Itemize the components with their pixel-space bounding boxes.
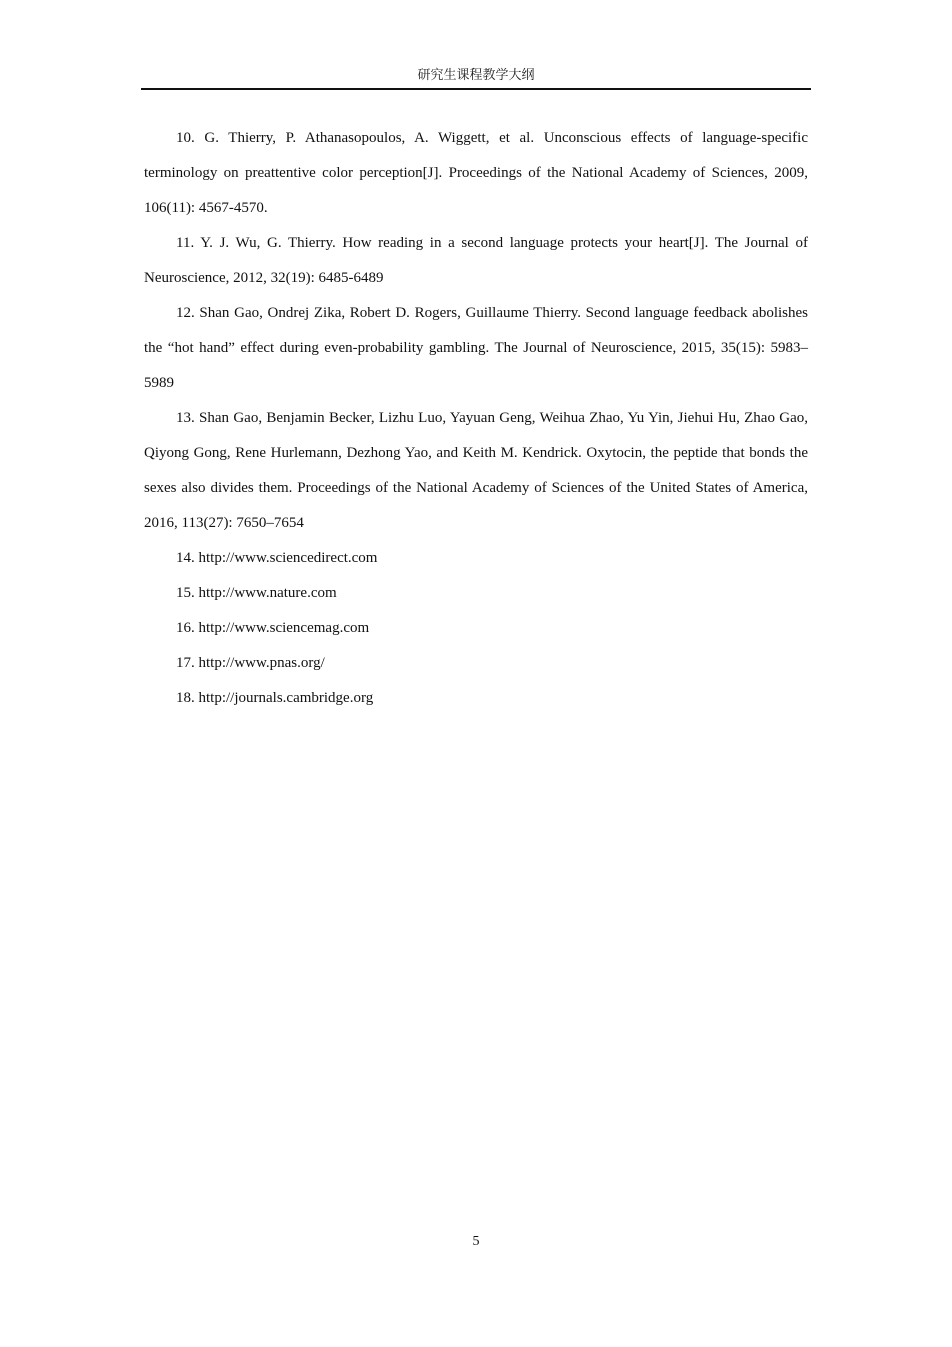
page-number: 5 xyxy=(472,1234,480,1249)
reference-item-14: 14. http://www.sciencedirect.com xyxy=(176,550,378,566)
reference-list xyxy=(144,121,808,716)
reference-item-11: 11. Y. J. Wu, G. Thierry. How reading in a second language protects your heart[J]. The Journal of Neuroscience, 2012, 32(19): 6485-6489 xyxy=(144,235,808,286)
header-divider xyxy=(141,88,811,90)
page-header-title: 研究生课程教学大纲 xyxy=(417,68,535,83)
reference-item-13: 13. Shan Gao, Benjamin Becker, Lizhu Luo, Yayuan Geng, Weihua Zhao, Yu Yin, Jiehui Hu, Zhao Gao, Qiyong Gong, Rene Hurlemann, Dezhong Yao, and Keith M. Kendrick. Oxytocin, the peptide that bonds the sexes also divides them. Proceedings of the National Academy of Sciences of the United States of America, 2016, 113(27): 7650–7654 xyxy=(144,410,808,531)
reference-item-17: 17. http://www.pnas.org/ xyxy=(176,655,325,671)
reference-item-10: 10. G. Thierry, P. Athanasopoulos, A. Wiggett, et al. Unconscious effects of language-specific terminology on preattentive color perception[J]. Proceedings of the National Academy of Sciences, 2009, 106(11): 4567-4570. xyxy=(144,130,808,216)
reference-item-15: 15. http://www.nature.com xyxy=(176,585,337,601)
reference-item-12: 12. Shan Gao, Ondrej Zika, Robert D. Rogers, Guillaume Thierry. Second language feedback abolishes the “hot hand” effect during even-probability gambling. The Journal of Neuroscience, 2015, 35(15): 5983–5989 xyxy=(144,305,808,391)
reference-item-18: 18. http://journals.cambridge.org xyxy=(176,690,374,706)
reference-item-16: 16. http://www.sciencemag.com xyxy=(176,620,370,636)
